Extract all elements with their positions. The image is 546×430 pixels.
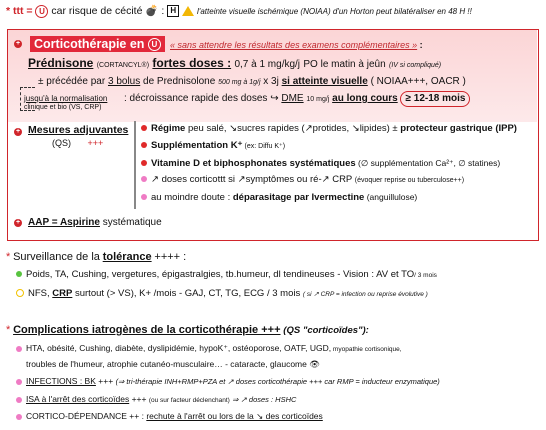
bullet-icon: [16, 271, 22, 277]
bomb-icon: 💣: [145, 5, 159, 17]
decrease-line: : décroissance rapide des doses ↪ DME 10 mg/j au long cours ≥ 12-18 mois: [124, 91, 470, 107]
complication-item-cont: troubles de l'humeur, atrophie cutanéo-musculaire… - cataracte, glaucome 👁: [26, 359, 321, 369]
adjuvant-title: Mesures adjuvantes (QS) +++: [28, 124, 129, 148]
duration-badge: ≥ 12-18 mois: [400, 91, 470, 107]
aap-line: AAP = Aspirine systématique: [28, 217, 162, 228]
adjuvant-item: Régime peu salé, ↘sucres rapides (↗protides, ↘lipides) ± protecteur gastrique (IPP): [141, 122, 517, 136]
bullet-icon: [141, 160, 147, 166]
warning-icon: [182, 6, 194, 16]
header-line: * ttt = U car risque de cécité 💣 : H l'atteinte visuelle ischémique (NOIAA) d'un Horton peut bilatéraliser en 48 H !!: [6, 5, 472, 17]
bullet-icon: [16, 414, 22, 420]
header-text: car risque de cécité: [51, 5, 143, 17]
adjuvant-item: au moindre doute : déparasitage par Ivermectine (anguillulose): [141, 190, 417, 205]
bolus-line: ± précédée par 3 bolus de Prednisolone 500 mg à 1g/j x 3j si atteinte visuelle ( NOIAA+++, OACR ): [38, 76, 466, 87]
eye-icon: 👁: [309, 359, 321, 369]
complication-item: HTA, obésité, Cushing, diabète, dyslipidémie, hypoK⁺, ostéoporose, OATF, UGD, myopathie cortisonique,: [16, 341, 402, 357]
bullet-icon: [16, 379, 22, 385]
adjuvant-item: Supplémentation K⁺ (ex: Diffu K⁺): [141, 139, 285, 154]
urgent-u-icon: U: [35, 5, 48, 18]
header-warning: l'atteinte visuelle ischémique (NOIAA) d'un Horton peut bilatéraliser en 48 H !!: [197, 7, 472, 16]
adjuvant-item: ↗ doses corticottt si ↗symptômes ou ré-↗ CRP (évoquer reprise ou tuberculose++): [141, 173, 464, 188]
bullet-icon: [141, 142, 147, 148]
bullet-icon: [141, 125, 147, 131]
complications-title: * Complications iatrogènes de la corticothérapie +++ (QS "corticoïdes"):: [6, 324, 369, 336]
header-prefix: * ttt =: [6, 5, 33, 17]
bullet-icon: [141, 194, 147, 200]
bullet-icon: [141, 176, 147, 182]
urgent-u-icon: U: [148, 38, 161, 51]
bullet-icon: +: [15, 40, 21, 47]
hospital-h-icon: H: [167, 5, 179, 17]
normalisation-note: jusqu'à la normalisation clinique et bio (VS, CRP): [24, 94, 108, 111]
complication-item: CORTICO-DÉPENDANCE ++ : rechute à l'arrêt ou lors de la ↘ des corticoïdes: [16, 409, 323, 423]
bullet-icon: +: [15, 128, 21, 135]
adjuvant-item: Vitamine D et biphosphonates systématiques (∅ supplémentation Ca²⁺, ∅ statines): [141, 156, 500, 171]
divider: [134, 121, 136, 209]
prednisone-line: Prédnisone (CORTANCYL®) fortes doses : 0,7 à 1 mg/kg/j PO le matin à jeûn (IV si compliqué): [28, 56, 442, 70]
corticotherapy-box: [7, 29, 539, 241]
tolerance-item: NFS, CRP surtout (> VS), K+ /mois - GAJ, CT, TG, ECG / 3 mois ( si ↗ CRP = infection ou reprise évolutive ): [16, 287, 428, 302]
cortico-subtitle: « sans attendre les résultats des examens complémentaires » :: [170, 40, 423, 50]
tolerance-item: Poids, TA, Cushing, vergetures, épigastralgies, tb.humeur, dl tendineuses - Vision : AV et TO/ 3 mois: [16, 268, 437, 283]
bullet-icon: [16, 346, 22, 352]
complication-item: INFECTIONS : BK +++ (⇒ tri-thérapie INH+RMP+PZA et ↗ doses corticothérapie +++ car RMP = inducteur enzymatique): [16, 374, 440, 389]
bullet-icon: [16, 289, 24, 297]
bullet-icon: +: [15, 219, 21, 226]
complication-item: ISA à l'arrêt des corticoïdes +++ (ou sur facteur déclenchant) ⇒ ↗ doses : HSHC: [16, 392, 296, 408]
bullet-icon: [16, 397, 22, 403]
cortico-title: Corticothérapie en U: [30, 36, 165, 52]
tolerance-title: * Surveillance de la tolérance ++++ :: [6, 251, 187, 263]
